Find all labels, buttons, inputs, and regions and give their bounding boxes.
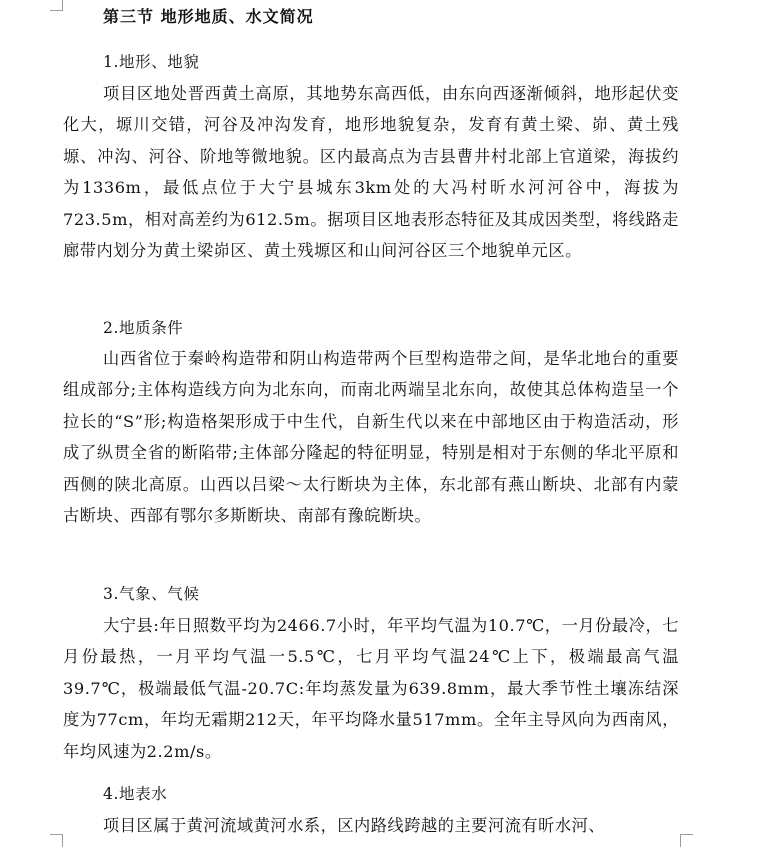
subsection-title: 3.气象、气候 xyxy=(103,585,200,603)
paragraph: 大宁县:年日照数平均为2466.7小时，年平均气温为10.7℃，一月份最冷，七月份最热，一月平均气温一5.5℃，七月平均气温24℃上下，极端最高气温39.7℃，极端最低气温-20.7C:年均蒸发量为639.8mm，最大季节性土壤冻结深度为77cm，年均无霜期212天，年平均降水量517mm。全年主导风向为西南风，年均风速为2.2m/s。 xyxy=(63,616,679,761)
page-corner-mark-top-left xyxy=(50,0,63,11)
paragraph: 项目区地处晋西黄土高原，其地势东高西低，由东向西逐渐倾斜，地形起伏变化大，塬川交错，河谷及冲沟发育，地形地貌复杂，发育有黄土梁、峁、黄土残塬、冲沟、河谷、阶地等微地貌。区内最高点为吉县曹井村北部上官道梁，海拔约为1336m，最低点位于大宁县城东3km处的大冯村昕水河河谷中，海拔为723.5m，相对高差约为612.5m。据项目区地表形态特征及其成因类型，将线路走廊带内划分为黄土梁峁区、黄土残塬区和山间河谷区三个地貌单元区。 xyxy=(63,84,679,261)
section-heading: 第三节 地形地质、水文简况 xyxy=(103,7,314,26)
page-corner-mark-bottom-right xyxy=(680,834,693,847)
paragraph: 山西省位于秦岭构造带和阴山构造带两个巨型构造带之间，是华北地台的重要组成部分;主体构造线方向为北东向，而南北两端呈北东向，故使其总体构造呈一个拉长的“S”形;构造格架形成于中生代，自新生代以来在中部地区由于构造活动，形成了纵贯全省的断陷带;主体部分隆起的特征明显，特别是相对于东侧的华北平原和西侧的陕北高原。山西以吕梁～太行断块为主体，东北部有燕山断块、北部有内蒙古断块、西部有鄂尔多斯断块、南部有豫皖断块。 xyxy=(63,349,679,526)
paragraph: 项目区属于黄河流域黄河水系，区内路线跨越的主要河流有昕水河、 xyxy=(103,816,606,835)
subsection-title: 1.地形、地貌 xyxy=(103,53,200,71)
subsection-title: 2.地质条件 xyxy=(103,319,184,337)
subsection-title: 4.地表水 xyxy=(103,785,168,803)
page-corner-mark-bottom-left xyxy=(50,834,63,847)
